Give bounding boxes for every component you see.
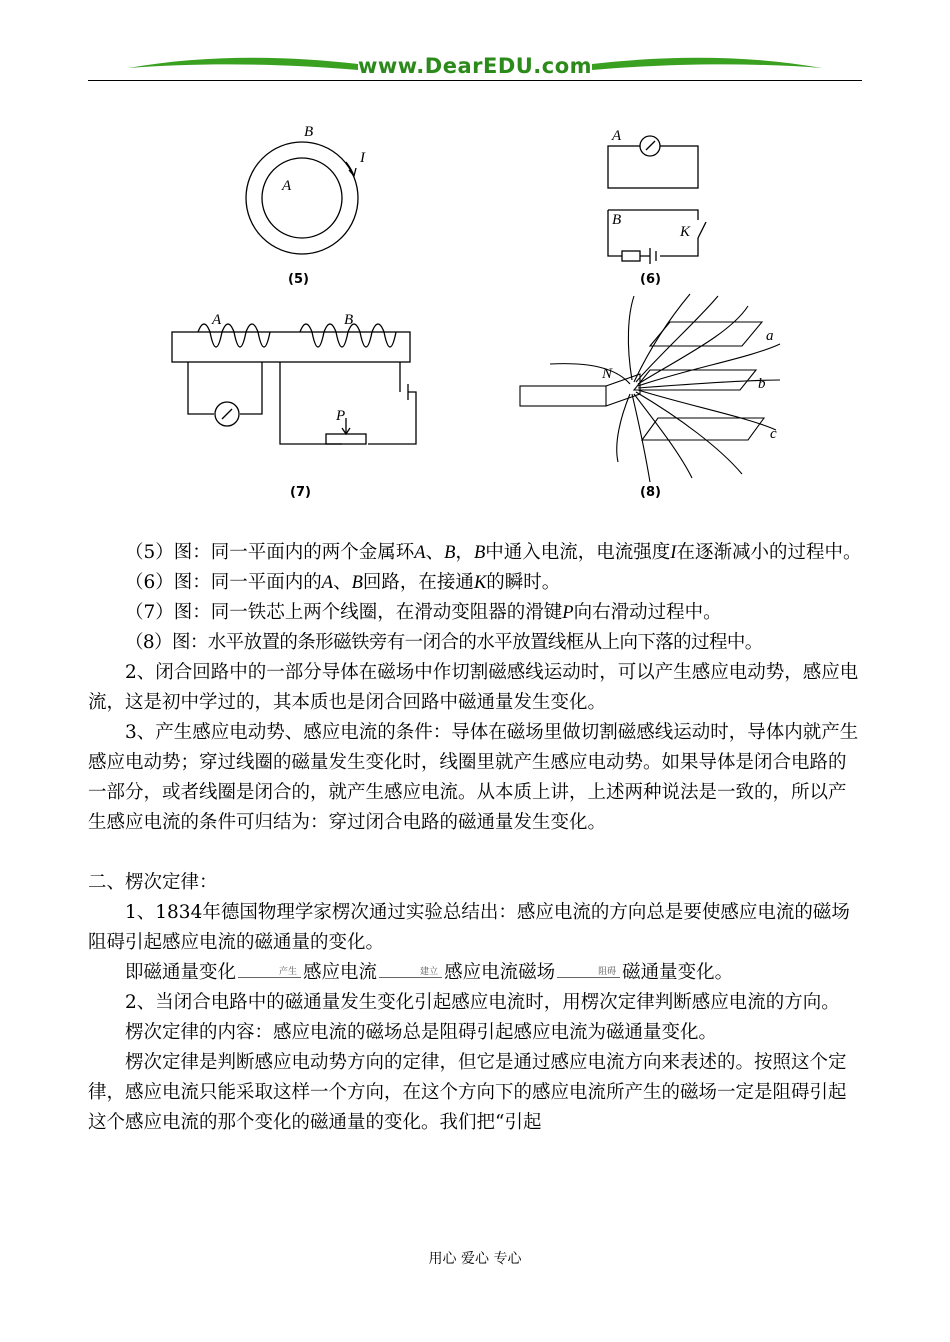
coil-a [198, 324, 270, 347]
fig5-label-a: A [282, 178, 292, 194]
paragraph-3: 3、产生感应电动势、感应电流的条件：导体在磁场里做切割磁感线运动时，导体内就产生感应电动势；穿过线圈的磁量发生变化时，线圈里就产生感应电动势。如果导体是闭合电路的一部分，或者线圈是闭合的，就产生感应电流。从本质上讲，上述两种说法是一致的，所以产生感应电流的条件可归结为：穿过闭合电路的磁通量发生变化。 [88, 722, 859, 833]
fig8-label-c: c [770, 426, 777, 442]
fig5-label-b: B [304, 124, 314, 140]
figures-svg [150, 118, 850, 513]
paragraph-lenz-2: 2、当闭合电路中的磁通量发生变化引起感应电流时，用楞次定律判断感应电流的方向。 [125, 992, 840, 1013]
header-rule [88, 80, 862, 81]
arrow-label-3: 阻碍 [557, 967, 620, 978]
fig8-caption: (8) [640, 485, 661, 500]
fig8-label-a: a [766, 328, 774, 344]
section-heading-lenz: 二、楞次定律： [88, 872, 218, 893]
page-header [88, 40, 862, 84]
arrow-label-1: 产生 [238, 967, 301, 978]
paragraph-flux-chain: 即磁通量变化 产生 感应电流 建立 感应电流磁场 阻碍 磁通量变化。 [125, 962, 734, 983]
fig7-label-a: A [212, 312, 222, 328]
paragraph-2: 2、闭合回路中的一部分导体在磁场中作切割磁感线运动时，可以产生感应电动势，感应电流，这是初中学过的，其本质也是闭合回路中磁通量发生变化。 [88, 662, 859, 713]
fig6-label-a: A [612, 128, 622, 144]
page-footer: 用心 爱心 专心 [428, 1251, 522, 1267]
fig5-caption: (5) [288, 272, 309, 287]
paragraph-lenz-explain: 楞次定律是判断感应电动势方向的定律，但它是通过感应电流方向来表述的。按照这个定律，感应电流只能采取这样一个方向，在这个方向下的感应电流所产生的磁场一定是阻碍引起这个感应电流的那个变化的磁通量的变化。我们把“引起 [88, 1052, 847, 1133]
fig7-label-b: B [344, 312, 354, 328]
resistor-b [622, 251, 640, 261]
fig5-label-i: I [360, 150, 365, 166]
figure-7 [172, 312, 416, 500]
fig8-label-b: b [758, 376, 766, 392]
site-logo-text: www.DearEDU.com [357, 54, 593, 78]
figure-8 [520, 294, 780, 500]
fig6-label-k: K [680, 224, 691, 240]
bar-magnet [520, 386, 606, 406]
paragraph-lenz-1: 1、1834年德国物理学家楞次通过实验总结出：感应电流的方向总是要使感应电流的磁场阻碍引起感应电流的磁通量的变化。 [88, 902, 850, 953]
rheostat [326, 434, 366, 444]
figure-6 [608, 128, 706, 287]
paragraph-lenz-content: 楞次定律的内容：感应电流的磁场总是阻碍引起感应电流为磁通量变化。 [125, 1022, 718, 1043]
article-body [88, 538, 863, 1138]
paragraph-fig7: （7）图：同一铁芯上两个线圈，在滑动变阻器的滑键P向右滑动过程中。 [125, 602, 722, 623]
figure-5 [246, 124, 366, 287]
ring-b [246, 142, 358, 254]
fig7-label-p: P [336, 408, 346, 424]
paragraph-fig8: （8）图：水平放置的条形磁铁旁有一闭合的水平放置线框从上向下落的过程中。 [125, 632, 763, 653]
fig8-label-n: N [602, 366, 613, 382]
ring-a [262, 158, 342, 238]
fig6-label-b: B [612, 212, 622, 228]
arrow-label-2: 建立 [379, 967, 442, 978]
paragraph-fig5: （5）图：同一平面内的两个金属环A、B，B中通入电流，电流强度I在逐渐减小的过程中。 [125, 542, 862, 563]
fig7-caption: (7) [290, 485, 311, 500]
iron-core [172, 332, 410, 362]
fig6-caption: (6) [640, 272, 661, 287]
switch-k [698, 222, 706, 238]
paragraph-fig6: （6）图：同一平面内的A、B回路，在接通K的瞬时。 [125, 572, 561, 593]
figures-panel [150, 118, 850, 513]
spacer [88, 838, 863, 868]
